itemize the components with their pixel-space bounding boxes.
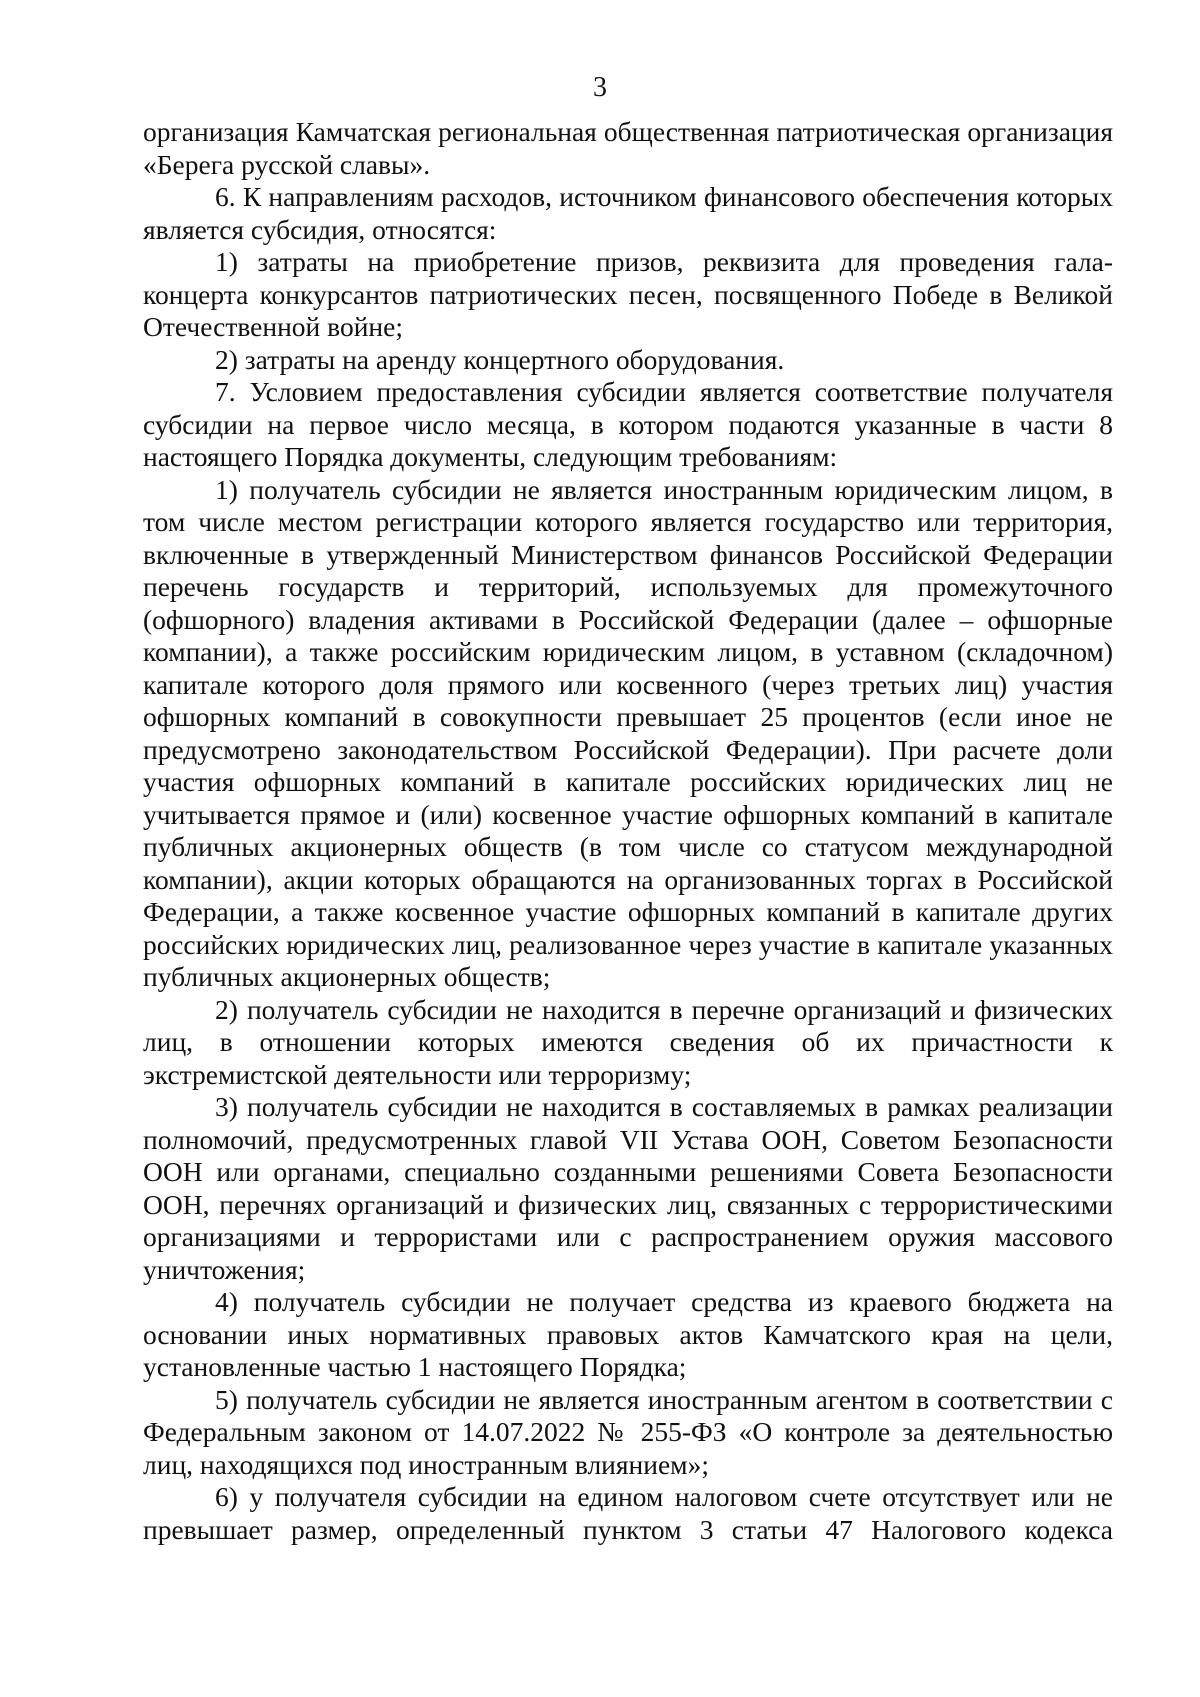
- page-number: 3: [593, 72, 607, 103]
- paragraph-7-item-5-foreign-agent: 5) получатель субсидии не является иностранным агентом в соответствии с Федеральным законом от 14.07.2022 № 255-ФЗ «О контроле за деятельностью лиц, находящихся под иностранным влиянием»;: [143, 1383, 1113, 1480]
- paragraph-7-item-6-tax-account: 6) у получателя субсидии на едином налоговом счете отсутствует или не превышает размер, определенный пунктом 3 статьи 47 Налогового кодекса: [143, 1481, 1113, 1545]
- paragraph-7-item-4-other-funding: 4) получатель субсидии не получает средства из краевого бюджета на основании иных нормативных правовых актов Камчатского края на цели, установленные частью 1 настоящего Порядка;: [143, 1286, 1113, 1382]
- paragraph-6-item-1-prizes: 1) затраты на приобретение призов, реквизита для проведения гала-концерта конкурсантов патриотических песен, посвященного Победе в Великой Отечественной войне;: [143, 246, 1113, 342]
- paragraph-6-expense-directions: 6. К направлениям расходов, источником финансового обеспечения которых является субсидия, относятся:: [143, 181, 1113, 245]
- paragraph-7-item-1-foreign-entity: 1) получатель субсидии не является иностранным юридическим лицом, в том числе местом регистрации которого является государство или территория, включенные в утвержденный Министерством финансов Российской Федерации перечень государств и территорий, используемых для промежуточного (офшорного) владения активами в Российской Федерации (далее – офшорные компании), а также российским юридическим лицом, в уставном (складочном) капитале которого доля прямого или косвенного (через третьих лиц) участия офшорных компаний в совокупности превышает 25 процентов (если иное не предусмотрено законодательством Российской Федерации). При расчете доли участия офшорных компаний в капитале российских юридических лиц не учитывается прямое и (или) косвенное участие офшорных компаний в капитале публичных акционерных обществ (в том числе со статусом международной компании), акции которых обращаются на организованных торгах в Российской Федерации, а также косвенное участие офшорных компаний в капитале других российских юридических лиц, реализованное через участие в капитале указанных публичных акционерных обществ;: [143, 473, 1113, 992]
- paragraph-organization-name: организация Камчатская региональная общественная патриотическая организация «Берега русской славы».: [143, 116, 1113, 180]
- paragraph-7-subsidy-conditions: 7. Условием предоставления субсидии является соответствие получателя субсидии на первое число месяца, в котором подаются указанные в части 8 настоящего Порядка документы, следующим требованиям:: [143, 376, 1113, 472]
- paragraph-7-item-3-un-lists: 3) получатель субсидии не находится в составляемых в рамках реализации полномочий, предусмотренных главой VII Устава ООН, Советом Безопасности ООН или органами, специально созданными решениями Совета Безопасности ООН, перечнях организаций и физических лиц, связанных с террористическими организациями и террористами или с распространением оружия массового уничтожения;: [143, 1091, 1113, 1285]
- paragraph-7-item-2-extremism-list: 2) получатель субсидии не находится в перечне организаций и физических лиц, в отношении которых имеются сведения об их причастности к экстремистской деятельности или терроризму;: [143, 993, 1113, 1090]
- document-body: [143, 116, 1113, 1546]
- paragraph-6-item-2-equipment-rent: 2) затраты на аренду концертного оборудования.: [215, 343, 785, 375]
